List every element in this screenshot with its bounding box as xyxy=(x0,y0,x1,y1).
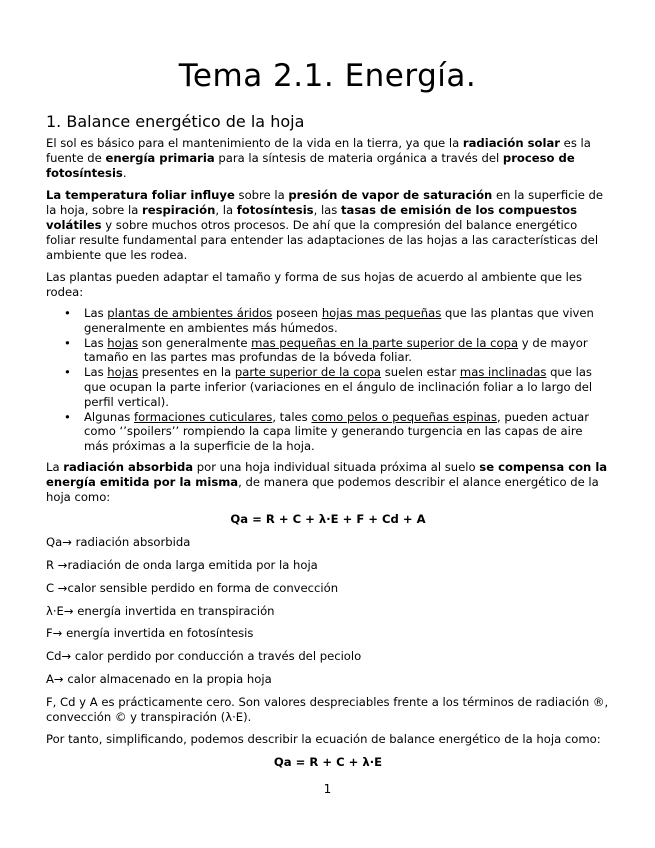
text: Las xyxy=(84,305,108,320)
text: Las xyxy=(84,365,108,380)
underlined-text: hojas xyxy=(107,365,139,380)
list-item xyxy=(84,365,610,409)
bold-text: La temperatura foliar influye xyxy=(46,188,235,203)
bold-text: proceso de fotosíntesis xyxy=(46,150,575,180)
paragraph-adaptation: Las plantas pueden adaptar el tamaño y forma de sus hojas de acuerdo al ambiente que les rodea: xyxy=(46,270,583,300)
definition-item: Qa→ radiación absorbida xyxy=(46,535,191,550)
bullet-list xyxy=(46,306,610,454)
underlined-text: plantas de ambientes áridos xyxy=(107,305,273,320)
text: suelen estar xyxy=(381,365,460,380)
page-title: Tema 2.1. Energía. xyxy=(178,58,477,94)
list-item xyxy=(84,410,610,454)
text: , de manera que podemos describir el alance energético de la hoja como: xyxy=(46,474,599,504)
document-body xyxy=(46,136,610,778)
text: que las que ocupan la parte inferior (variaciones en el ángulo de inclinación foliar a lo largo del perfil vertical). xyxy=(84,365,593,409)
text: El sol es básico para el mantenimiento de la vida en la tierra, ya que la xyxy=(46,136,463,150)
text: para la síntesis de materia orgánica a través del xyxy=(214,150,503,165)
equation-simplified: Qa = R + C + λ·E xyxy=(273,755,383,770)
bold-text: fotosíntesis xyxy=(236,203,314,218)
underlined-text: hojas mas pequeñas xyxy=(321,305,442,320)
definition-item: A→ calor almacenado en la propia hoja xyxy=(46,671,272,686)
underlined-text: mas inclinadas xyxy=(459,365,547,380)
underlined-text: como pelos o pequeñas espinas xyxy=(311,409,498,424)
bold-text: radiación solar xyxy=(462,136,560,150)
text: , tales xyxy=(272,409,312,424)
text: Algunas xyxy=(84,409,135,424)
text: en la superficie de la hoja, sobre la xyxy=(46,188,604,218)
paragraph-temperature xyxy=(46,188,610,262)
text: , las xyxy=(313,203,342,218)
underlined-text: formaciones cuticulares xyxy=(134,409,273,424)
paragraph-intro xyxy=(46,136,610,180)
list-item xyxy=(84,306,610,336)
underlined-text: hojas xyxy=(107,335,139,350)
bold-text: radiación absorbida xyxy=(63,459,194,474)
text: . xyxy=(122,165,127,180)
definition-item: C →calor sensible perdido en forma de convección xyxy=(46,580,339,595)
text: La xyxy=(46,459,64,474)
definition-item: Cd→ calor perdido por conducción a través del peciolo xyxy=(46,649,362,664)
bold-text: presión de vapor de saturación xyxy=(288,188,493,203)
text: por una hoja individual situada próxima al suelo xyxy=(193,459,480,474)
text: Las xyxy=(84,335,108,350)
text: poseen xyxy=(272,305,322,320)
text: y sobre muchos otros procesos. De ahí que la compresión del balance energético foliar resulte fundamental para entender las adaptaciones de las hojas a las características del ambiente que les rodea. xyxy=(46,217,599,262)
paragraph-radiation xyxy=(46,460,610,504)
text: son generalmente xyxy=(138,335,252,350)
section-heading: 1. Balance energético de la hoja xyxy=(46,112,305,131)
paragraph-negligible: F, Cd y A es prácticamente cero. Son valores despreciables frente a los términos de radiación ®, convección © y transpiración (λ·E). xyxy=(46,694,609,724)
text: , pueden actuar como ‘’spoilers’’ rompiendo la capa limite y generando turgencia en las capas de aire más próximas a la superficie de la hoja. xyxy=(84,409,590,454)
bold-text: se compensa con la energía emitida por la misma xyxy=(46,459,608,489)
page-number: 1 xyxy=(323,782,332,796)
equation-full: Qa = R + C + λ·E + F + Cd + A xyxy=(230,512,426,527)
list-item xyxy=(84,336,610,366)
text: sobre la xyxy=(234,188,289,203)
text: y de mayor tamaño en las partes mas profundas de la bóveda foliar. xyxy=(84,335,588,365)
text: es la fuente de xyxy=(46,136,591,165)
bold-text: tasas de emisión de los compuestos volátiles xyxy=(46,203,578,232)
paragraph-simplified: Por tanto, simplificando, podemos describir la ecuación de balance energético de la hoja como: xyxy=(46,732,601,747)
text: , la xyxy=(215,203,237,218)
definition-item: F→ energía invertida en fotosíntesis xyxy=(46,626,254,641)
bold-text: respiración xyxy=(141,203,216,218)
underlined-text: mas pequeñas en la parte superior de la copa xyxy=(251,335,519,350)
text: presentes en la xyxy=(138,365,235,380)
definition-item: R →radiación de onda larga emitida por la hoja xyxy=(46,557,318,572)
text: que las plantas que viven generalmente en ambientes más húmedos. xyxy=(84,305,594,335)
bold-text: energía primaria xyxy=(105,150,215,165)
underlined-text: parte superior de la copa xyxy=(234,365,382,380)
definition-item: λ·E→ energía invertida en transpiración xyxy=(46,603,275,618)
